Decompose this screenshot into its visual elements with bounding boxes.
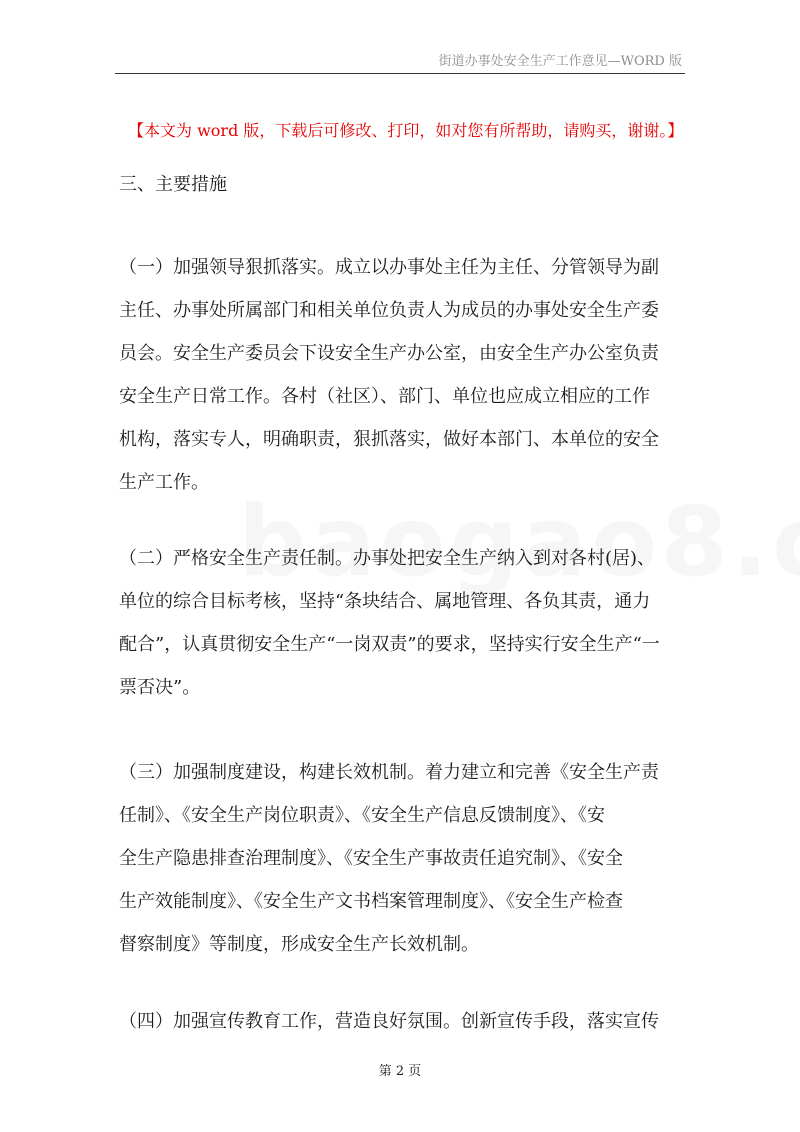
document-header-title: 街道办事处安全生产工作意见—WORD 版 xyxy=(438,54,682,69)
paragraph-line: 员会。安全生产委员会下设安全生产办公室，由安全生产办公室负责 xyxy=(119,343,659,364)
paragraph-line: 任制》、《安全生产岗位职责》、《安全生产信息反馈制度》、《安 xyxy=(119,805,605,826)
paragraph-line: 督察制度》等制度，形成安全生产长效机制。 xyxy=(119,934,479,955)
download-notice: 【本文为 word 版，下载后可修改、打印，如对您有所帮助，请购买，谢谢。】 xyxy=(128,121,684,140)
paragraph-line: （三）加强制度建设，构建长效机制。着力建立和完善《安全生产责 xyxy=(119,762,659,783)
paragraph-line: 安全生产日常工作。各村（社区）、部门、单位也应成立相应的工作 xyxy=(119,386,650,407)
paragraph-line: 配合”，认真贯彻安全生产“一岗双责”的要求，坚持实行安全生产“一 xyxy=(119,634,660,655)
header-divider xyxy=(115,73,685,74)
paragraph-line: 机构，落实专人，明确职责，狠抓落实，做好本部门、本单位的安全 xyxy=(119,429,659,450)
paragraph-line: 主任、办事处所属部门和相关单位负责人为成员的办事处安全生产委 xyxy=(119,300,659,321)
paragraph-2 xyxy=(119,537,685,709)
paragraph-line: 全生产隐患排查治理制度》、《安全生产事故责任追究制》、《安全 xyxy=(119,848,623,869)
page-number: 第 2 页 xyxy=(378,1064,422,1079)
paragraph-4 xyxy=(119,1000,685,1043)
section-heading: 三、主要措施 xyxy=(119,174,227,195)
paragraph-1 xyxy=(119,246,685,504)
paragraph-line: （一）加强领导狠抓落实。成立以办事处主任为主任、分管领导为副 xyxy=(119,257,659,278)
paragraph-3 xyxy=(119,751,685,966)
paragraph-line: （二）严格安全生产责任制。办事处把安全生产纳入到对各村(居)、 xyxy=(119,548,656,569)
paragraph-line: （四）加强宣传教育工作，营造良好氛围。创新宣传手段，落实宣传 xyxy=(119,1011,659,1032)
paragraph-line: 生产效能制度》、《安全生产文书档案管理制度》、《安全生产检查 xyxy=(119,891,623,912)
paragraph-line: 生产工作。 xyxy=(119,472,209,493)
paragraph-line: 票否决”。 xyxy=(119,677,201,698)
paragraph-line: 单位的综合目标考核，坚持“条块结合、属地管理、各负其责，通力 xyxy=(119,591,651,612)
